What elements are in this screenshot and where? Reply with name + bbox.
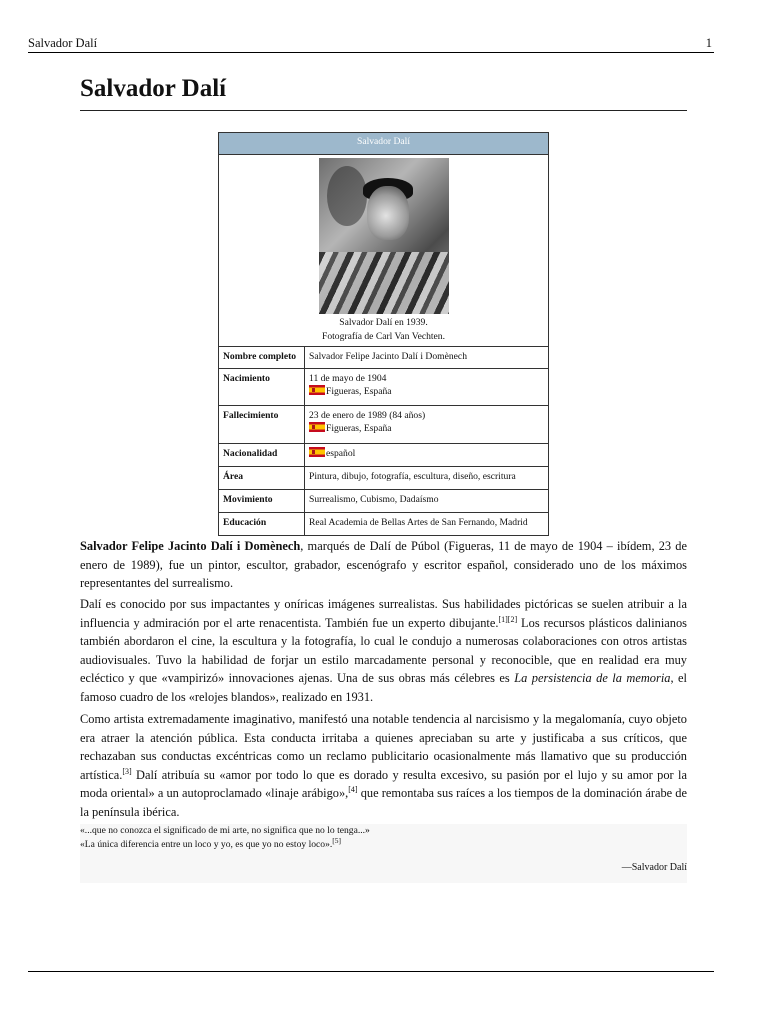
infobox-photo-cell (219, 155, 548, 347)
quote-box (80, 824, 687, 883)
row-label: Nacimiento (219, 369, 305, 405)
quote-line-2: «La única diferencia entre un loco y yo, es que yo no estoy loco».[5] (80, 835, 342, 850)
page-number: 1 (705, 36, 712, 50)
portrait-photo[interactable] (319, 158, 449, 314)
row-value: Salvador Felipe Jacinto Dalí i Domènech (309, 351, 467, 362)
birth-place[interactable]: Figueras, España (326, 386, 392, 397)
paragraph-personality: Como artista extremadamente imaginativo, manifestó una notable tendencia al narcisismo y la megalomanía, cuyo objeto era atraer la atención pública. Esta conducta irritaba a quienes apreciaban su arte y justificaba a sus críticos, que rechazaban sus conductas excéntricas como un reclamo publicitario ocasionalmente más llamativo que su producción artística.[3] Dalí atribuía su «amor por todo lo que es dorado y resulta excesivo, su pasión por el lujo y su amor por la moda oriental» a un autoproclamado «linaje arábigo»,[4] que remontaba sus raíces a los tiempos de la dominación árabe de la península ibérica. (80, 712, 687, 819)
spain-flag-icon (309, 385, 325, 395)
row-label: Educación (219, 513, 305, 535)
infobox-row-movimiento (219, 490, 548, 513)
infobox-row-nacimiento (219, 369, 548, 406)
caption-line-2: Fotografía de Carl Van Vechten. (322, 331, 445, 342)
birth-date: 11 de mayo de 1904 (309, 373, 387, 384)
reference-link[interactable]: [4] (348, 785, 358, 795)
reference-link[interactable]: [1][2] (498, 614, 518, 624)
row-label: Nacionalidad (219, 444, 305, 466)
infobox-row-area (219, 467, 548, 490)
row-value: Surrealismo, Cubismo, Dadaísmo (309, 494, 439, 505)
full-name: Salvador Felipe Jacinto Dalí i Domènech (80, 539, 301, 553)
infobox-row-fallecimiento (219, 406, 548, 444)
reference-link[interactable]: [5] (332, 835, 342, 845)
infobox-row-nacionalidad (219, 444, 548, 467)
caption-line-1: Salvador Dalí en 1939. (339, 317, 428, 328)
nationality[interactable]: español (326, 448, 356, 459)
footer-rule (28, 971, 714, 972)
row-value: Real Academia de Bellas Artes de San Fernando, Madrid (309, 517, 528, 528)
infobox-row-educacion (219, 513, 548, 535)
row-value (305, 406, 548, 443)
paragraph-intro: Salvador Felipe Jacinto Dalí i Domènech, marqués de Dalí de Púbol (Figueras, 11 de mayo de 1904 – ibídem, 23 de enero de 1989), fue un pintor, escultor, grabador, escenógrafo y escritor español, considerado uno de los máximos representantes del surrealismo. (80, 539, 687, 591)
row-value (305, 444, 548, 466)
row-value: Pintura, dibujo, fotografía, escultura, diseño, escritura (309, 471, 516, 482)
row-label: Fallecimiento (219, 406, 305, 443)
paragraph-style: Dalí es conocido por sus impactantes y oníricas imágenes surrealistas. Sus habilidades pictóricas se suelen atribuir a la influencia y admiración por el arte renacentista. También fue un experto dibujante.[1][2] Los recursos plásticos dalinianos también abordaron el cine, la escultura y la fotografía, lo cual le condujo a numerosas colaboraciones con otros artistas audiovisuales. Tuvo la habilidad de forjar un estilo marcadamente personal y reconocible, que en realidad era muy ecléctico y que «vampirizó» innovaciones ajenas. Una de sus obras más célebres es La persistencia de la memoria, el famoso cuadro de los «relojes blandos», realizado en 1931. (80, 597, 687, 704)
infobox (218, 132, 549, 536)
reference-link[interactable]: [3] (122, 766, 132, 776)
quote-line-1: «...que no conozca el significado de mi arte, no significa que no lo tenga...» (80, 825, 370, 836)
spain-flag-icon (309, 447, 325, 457)
artwork-title: La persistencia de la memoria (514, 671, 671, 686)
death-date: 23 de enero de 1989 (84 años) (309, 410, 426, 421)
running-title: Salvador Dalí (28, 36, 98, 50)
row-label: Nombre completo (219, 347, 305, 368)
row-value (305, 369, 548, 405)
infobox-heading: Salvador Dalí (219, 133, 548, 155)
running-header (28, 36, 712, 50)
infobox-row-nombre (219, 347, 548, 369)
quote-attribution: —Salvador Dalí (621, 862, 687, 873)
photo-caption (219, 316, 548, 344)
page-title: Salvador Dalí (80, 75, 227, 102)
death-place[interactable]: Figueras, España (326, 423, 392, 434)
row-label: Área (219, 467, 305, 489)
spain-flag-icon (309, 422, 325, 432)
row-label: Movimiento (219, 490, 305, 512)
title-rule (80, 110, 687, 111)
header-rule (28, 52, 714, 53)
